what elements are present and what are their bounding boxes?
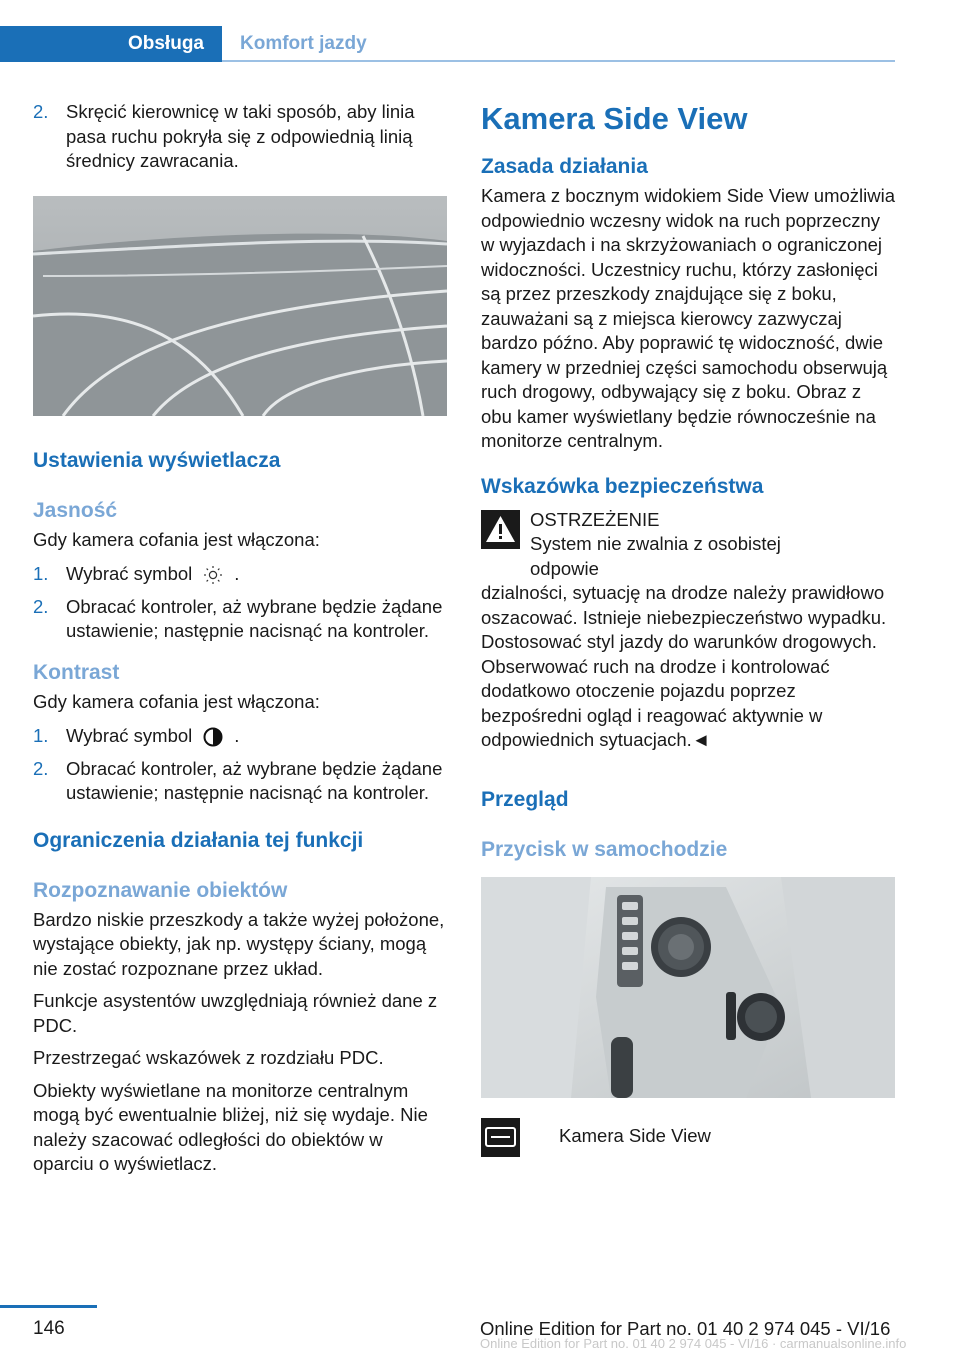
limits-heading: Ograniczenia działania tej funkcji	[33, 828, 364, 852]
object-paragraph-3: Przestrzegać wskazówek z rozdziału PDC.	[33, 1047, 384, 1068]
object-paragraph-1: Bardzo niskie przeszkody a także wyżej położone, wystające obiekty, jak np. występy ściany, mogą nie zostać rozpoznane przez układ.	[33, 908, 445, 979]
step-text	[66, 724, 239, 749]
camera-button-icon[interactable]	[481, 1118, 520, 1157]
camera-button-row	[481, 1118, 895, 1157]
step-number: 2.	[33, 595, 49, 617]
step-number: 2.	[33, 101, 49, 122]
right-column	[481, 100, 895, 1157]
console-illustration	[481, 877, 895, 1098]
tab-komfort-jazdy[interactable]: Komfort jazdy	[240, 33, 367, 54]
list-item	[33, 757, 447, 806]
step-number: 2.	[33, 757, 49, 779]
button-in-car-heading: Przycisk w samochodzie	[481, 837, 728, 861]
warning-box	[481, 508, 895, 582]
step-text-after: .	[234, 563, 240, 584]
page-title: Kamera Side View	[481, 101, 748, 136]
sun-icon	[202, 564, 224, 586]
camera-button-label: Kamera Side View	[559, 1124, 711, 1146]
contrast-heading: Kontrast	[33, 660, 120, 684]
safety-heading: Wskazówka bezpieczeństwa	[481, 474, 764, 498]
list-item	[33, 100, 447, 174]
brightness-heading: Jasność	[33, 498, 118, 522]
warning-head	[530, 508, 855, 582]
step-text-before: Wybrać symbol	[66, 563, 193, 584]
header-divider	[222, 60, 895, 62]
left-column	[33, 100, 447, 1177]
list-item	[33, 562, 447, 587]
object-paragraph-4: Obiekty wyświetlane na monitorze centralnym mogą być ewentualnie bliżej, niż się wydaje. Nie należy szacować odległości do obiektów w oparciu o wyświetlacz.	[33, 1079, 428, 1174]
list-item	[33, 724, 447, 749]
step-number: 1.	[33, 563, 49, 584]
guideline-illustration	[33, 196, 447, 416]
tab-obsluga[interactable]: Obsługa	[0, 26, 222, 62]
page-header	[0, 26, 895, 62]
display-settings-heading: Ustawienia wyświetlacza	[33, 448, 281, 472]
footer-edition: Online Edition for Part no. 01 40 2 974 045 - VI/16	[480, 1318, 891, 1339]
page-number: 146	[33, 1318, 65, 1339]
warning-first-line: System nie zwalnia z osobistej odpowie	[530, 533, 781, 579]
object-recognition-heading: Rozpoznawanie obiektów	[33, 878, 288, 902]
warning-triangle-icon	[481, 510, 520, 549]
principle-heading: Zasada działania	[481, 155, 648, 178]
principle-text: Kamera z bocznym widokiem Side View umożliwia odpowiednio wczesny widok na ruch poprzeczny w wyjazdach i na skrzyżowaniach o ograniczonej widoczności. Uczestnicy ruchu, którzy zasłonięci są przez przeszkody znajdujące się z boku, zauważani są z miejsca kierowcy zazwyczaj bardzo późno. Aby poprawić tę widoczność, dwie kamery w przedniej części samochodu obserwują ruch drogowy, odbywający się z boku. Obraz z obu kamer wyświetlany będzie równocześnie na monitorze centralnym.	[481, 185, 896, 451]
object-paragraph-2: Funkcje asystentów uwzględniają również dane z PDC.	[33, 990, 438, 1036]
center-console-photo	[481, 877, 895, 1098]
step-text-after: .	[234, 725, 240, 746]
contrast-icon	[202, 726, 224, 748]
step-text: Skręcić kierownicę w taki sposób, aby linia pasa ruchu pokryła się z odpowiednią linią średnicy zawracania.	[66, 101, 415, 171]
warning-text: dzialności, sytuację na drodze należy prawidłowo oszacować. Istnieje niebezpieczeństwo wypadku. Dostosować styl jazdy do warunków drogowych. Obserwować ruch na drodze i kontrolować dodatkowo otoczenie pojazdu poprzez bezpośredni ogląd i reagować aktywnie w odpowiednich sytuacjach.◄	[481, 582, 887, 750]
contrast-intro: Gdy kamera cofania jest włączona:	[33, 690, 320, 712]
list-item	[33, 595, 447, 644]
brightness-intro: Gdy kamera cofania jest włączona:	[33, 528, 320, 550]
step-text: Obracać kontroler, aż wybrane będzie żądane ustawienie; następnie nacisnąć na kontroler.	[66, 595, 443, 641]
overview-heading: Przegląd	[481, 787, 569, 811]
step-text-before: Wybrać symbol	[66, 725, 193, 746]
step-text: Obracać kontroler, aż wybrane będzie żądane ustawienie; następnie nacisnąć na kontroler.	[66, 757, 443, 803]
footer-divider	[0, 1305, 97, 1308]
step-text	[66, 562, 239, 587]
step-number: 1.	[33, 725, 49, 746]
warning-label: OSTRZEŻENIE	[530, 508, 660, 530]
watermark-text: Online Edition for Part no. 01 40 2 974 045 - VI/16 · carmanualsonline.info	[480, 1336, 907, 1351]
rear-camera-guideline-image	[33, 196, 447, 416]
contrast-steps	[33, 724, 447, 806]
brightness-steps	[33, 562, 447, 644]
